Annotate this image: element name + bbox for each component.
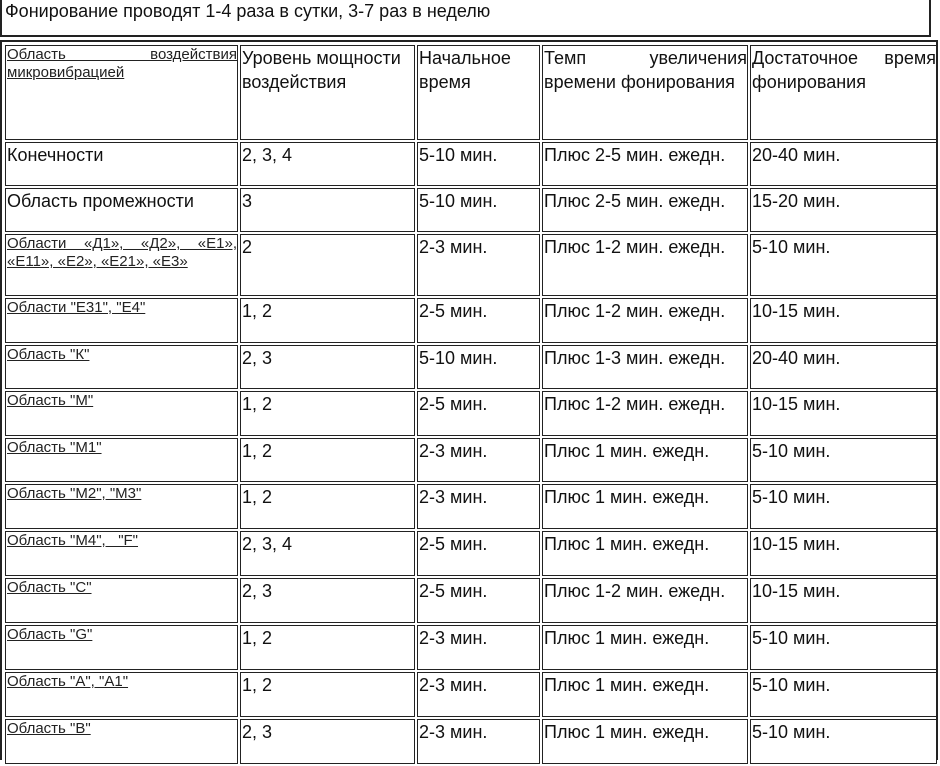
row-area-link[interactable] bbox=[5, 298, 238, 343]
row-area-link[interactable] bbox=[5, 672, 238, 717]
table-row bbox=[5, 142, 937, 186]
area-link[interactable]: Область "G" bbox=[7, 626, 93, 643]
row-level: 2, 3 bbox=[240, 578, 415, 623]
row-sufficient: 5-10 мин. bbox=[750, 719, 937, 764]
row-area-link[interactable] bbox=[5, 391, 238, 436]
header-sufficient-time bbox=[750, 45, 937, 140]
row-sufficient: 5-10 мин. bbox=[750, 234, 937, 296]
table-row bbox=[5, 298, 937, 343]
table-frame bbox=[0, 40, 938, 760]
table-row bbox=[5, 345, 937, 389]
row-initial: 5-10 мин. bbox=[417, 345, 540, 389]
header-row bbox=[5, 45, 937, 140]
row-sufficient: 5-10 мин. bbox=[750, 484, 937, 529]
row-sufficient: 20-40 мин. bbox=[750, 142, 937, 186]
row-area-link[interactable] bbox=[5, 625, 238, 670]
table-row bbox=[5, 672, 937, 717]
row-sufficient: 5-10 мин. bbox=[750, 438, 937, 482]
header-sufficient-line1: Достаточное время bbox=[752, 48, 936, 68]
header-rate-line2: времени фонирования bbox=[544, 72, 735, 92]
row-sufficient: 10-15 мин. bbox=[750, 298, 937, 343]
row-level: 1, 2 bbox=[240, 672, 415, 717]
row-level: 2, 3, 4 bbox=[240, 142, 415, 186]
phonation-table bbox=[3, 43, 939, 766]
row-level: 2, 3, 4 bbox=[240, 531, 415, 576]
row-rate: Плюс 1 мин. ежедн. bbox=[542, 438, 748, 482]
row-level: 1, 2 bbox=[240, 298, 415, 343]
row-rate: Плюс 1-2 мин. ежедн. bbox=[542, 578, 748, 623]
row-area-link[interactable] bbox=[5, 345, 238, 389]
row-area-link[interactable] bbox=[5, 484, 238, 529]
table-row bbox=[5, 234, 937, 296]
row-area-link[interactable] bbox=[5, 578, 238, 623]
row-initial: 2-5 мин. bbox=[417, 391, 540, 436]
row-sufficient: 10-15 мин. bbox=[750, 531, 937, 576]
row-rate: Плюс 1-3 мин. ежедн. bbox=[542, 345, 748, 389]
row-sufficient: 10-15 мин. bbox=[750, 391, 937, 436]
header-initial-time: Начальное время bbox=[417, 45, 540, 140]
area-link[interactable]: Область "М" bbox=[7, 392, 94, 409]
area-link[interactable]: Область "М4", "F" bbox=[7, 532, 139, 549]
area-link[interactable]: Область "М1" bbox=[7, 439, 102, 456]
row-area-line1[interactable]: Области «Д1», «Д2», «Е1», bbox=[7, 235, 237, 252]
row-initial: 2-5 мин. bbox=[417, 531, 540, 576]
row-level: 1, 2 bbox=[240, 625, 415, 670]
row-rate: Плюс 1 мин. ежедн. bbox=[542, 625, 748, 670]
row-area-link[interactable] bbox=[5, 531, 238, 576]
caption-box bbox=[0, 0, 931, 37]
row-level: 2 bbox=[240, 234, 415, 296]
row-level: 1, 2 bbox=[240, 391, 415, 436]
area-link[interactable]: Область "А", "А1" bbox=[7, 673, 129, 690]
row-rate: Плюс 1-2 мин. ежедн. bbox=[542, 234, 748, 296]
header-area-line2[interactable]: микровибрацией bbox=[7, 64, 125, 81]
row-rate: Плюс 1-2 мин. ежедн. bbox=[542, 391, 748, 436]
row-initial: 2-3 мин. bbox=[417, 484, 540, 529]
area-link[interactable]: Область "С" bbox=[7, 579, 92, 596]
row-sufficient: 15-20 мин. bbox=[750, 188, 937, 232]
row-level: 2, 3 bbox=[240, 719, 415, 764]
row-sufficient: 10-15 мин. bbox=[750, 578, 937, 623]
table-row bbox=[5, 531, 937, 576]
table-row bbox=[5, 625, 937, 670]
table-row bbox=[5, 438, 937, 482]
row-initial: 2-5 мин. bbox=[417, 578, 540, 623]
row-initial: 2-3 мин. bbox=[417, 234, 540, 296]
header-sufficient-line2: фонирования bbox=[752, 72, 866, 92]
row-rate: Плюс 1-2 мин. ежедн. bbox=[542, 298, 748, 343]
header-level: Уровень мощности воздействия bbox=[240, 45, 415, 140]
row-level: 1, 2 bbox=[240, 484, 415, 529]
row-rate: Плюс 2-5 мин. ежедн. bbox=[542, 142, 748, 186]
row-initial: 2-3 мин. bbox=[417, 438, 540, 482]
row-area-link[interactable] bbox=[5, 438, 238, 482]
table-row bbox=[5, 484, 937, 529]
row-area-link[interactable] bbox=[5, 719, 238, 764]
row-area: Конечности bbox=[5, 142, 238, 186]
row-initial: 2-3 мин. bbox=[417, 625, 540, 670]
table-row bbox=[5, 578, 937, 623]
row-initial: 5-10 мин. bbox=[417, 142, 540, 186]
row-level: 1, 2 bbox=[240, 438, 415, 482]
row-sufficient: 5-10 мин. bbox=[750, 672, 937, 717]
header-rate-line1: Темп увеличения bbox=[544, 48, 747, 68]
row-rate: Плюс 1 мин. ежедн. bbox=[542, 672, 748, 717]
row-rate: Плюс 1 мин. ежедн. bbox=[542, 484, 748, 529]
area-link[interactable]: Область "В" bbox=[7, 720, 91, 737]
row-sufficient: 5-10 мин. bbox=[750, 625, 937, 670]
row-area-link[interactable] bbox=[5, 234, 238, 296]
table-row bbox=[5, 391, 937, 436]
row-sufficient: 20-40 мин. bbox=[750, 345, 937, 389]
area-link[interactable]: Область "М2", "М3" bbox=[7, 485, 142, 502]
row-area-line2[interactable]: «Е11», «Е2», «Е21», «Е3» bbox=[7, 253, 188, 270]
header-rate bbox=[542, 45, 748, 140]
row-rate: Плюс 1 мин. ежедн. bbox=[542, 719, 748, 764]
row-initial: 2-5 мин. bbox=[417, 298, 540, 343]
table-row bbox=[5, 188, 937, 232]
row-rate: Плюс 1 мин. ежедн. bbox=[542, 531, 748, 576]
header-area-line1[interactable]: Область воздействия bbox=[7, 46, 237, 63]
row-level: 3 bbox=[240, 188, 415, 232]
row-area: Область промежности bbox=[5, 188, 238, 232]
area-link[interactable]: Область "К" bbox=[7, 346, 90, 363]
header-area[interactable] bbox=[5, 45, 238, 140]
row-initial: 5-10 мин. bbox=[417, 188, 540, 232]
row-rate: Плюс 2-5 мин. ежедн. bbox=[542, 188, 748, 232]
row-level: 2, 3 bbox=[240, 345, 415, 389]
row-initial: 2-3 мин. bbox=[417, 672, 540, 717]
area-link[interactable]: Области "Е31", "Е4" bbox=[7, 299, 146, 316]
row-initial: 2-3 мин. bbox=[417, 719, 540, 764]
table-caption: Фонирование проводят 1-4 раза в сутки, 3-7 раз в неделю bbox=[5, 1, 491, 21]
table-row bbox=[5, 719, 937, 764]
